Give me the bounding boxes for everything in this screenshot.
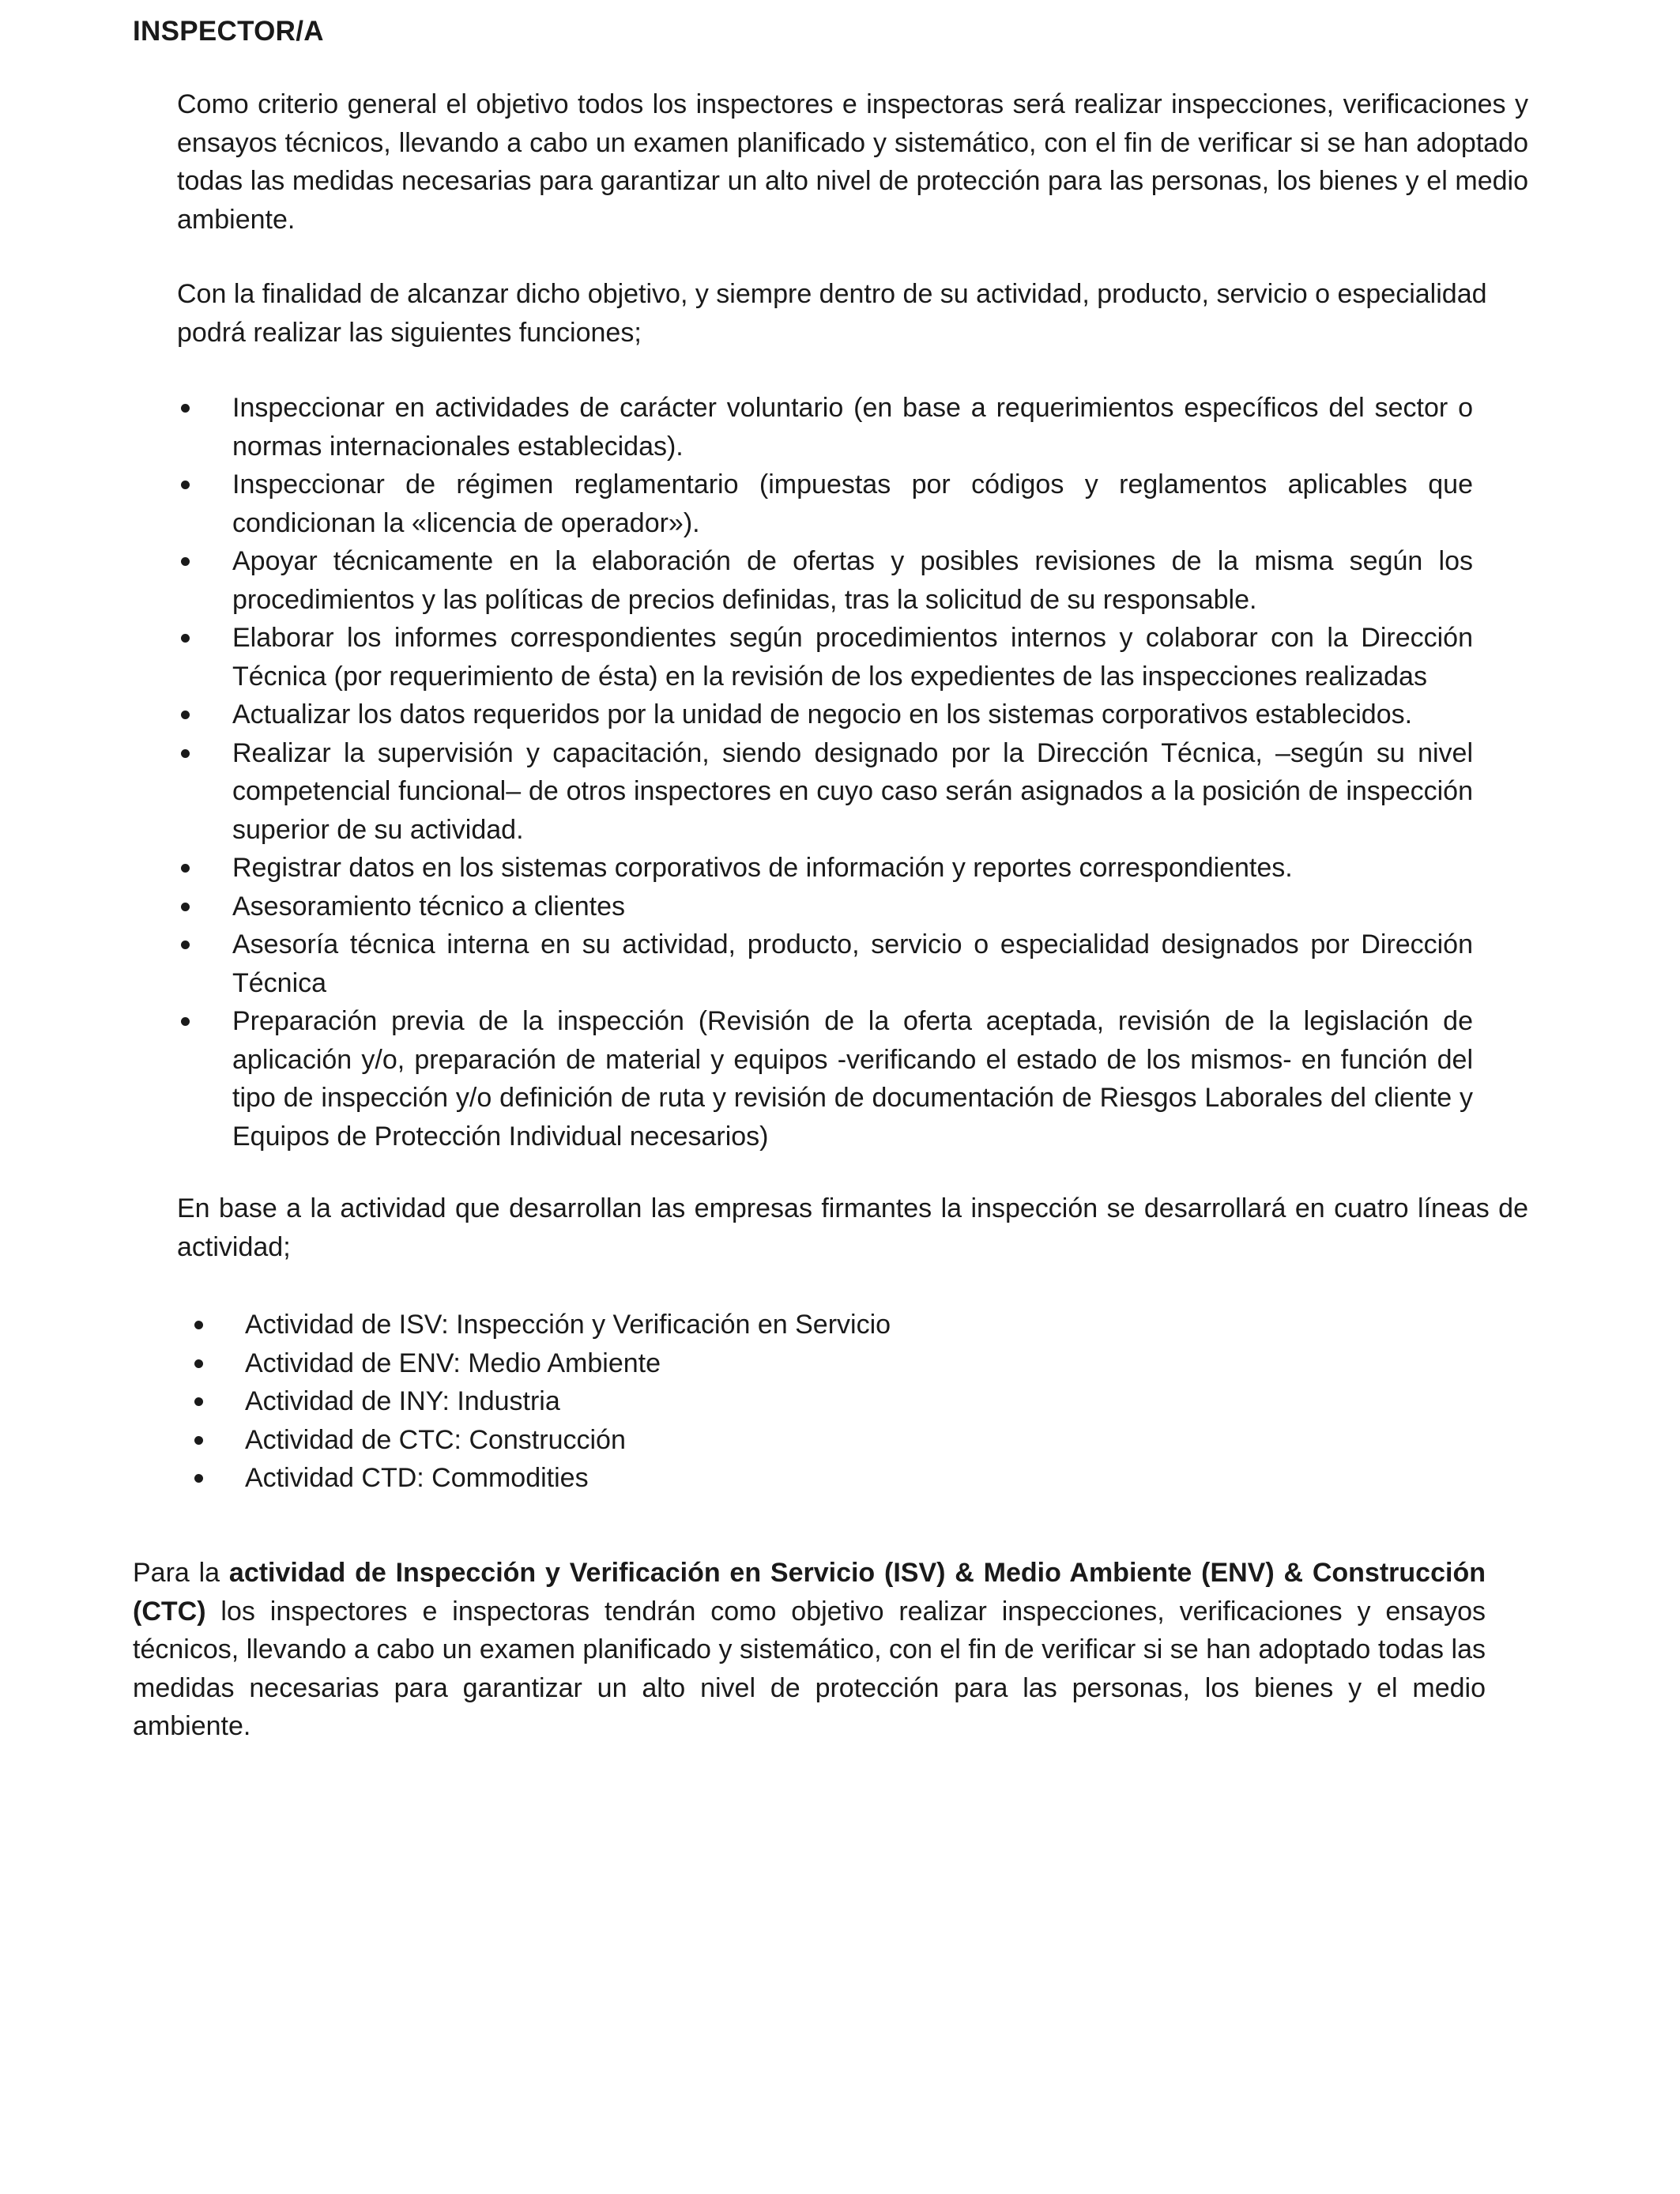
activity-item: Actividad de CTC: Construcción	[177, 1421, 1125, 1460]
page-title: INSPECTOR/A	[133, 16, 324, 47]
activity-item: Actividad de INY: Industria	[177, 1382, 1125, 1421]
function-item: Inspeccionar de régimen reglamentario (impuestas por códigos y reglamentos aplicables que condicionan la «licencia de operador»).	[177, 466, 1473, 542]
functions-intro-paragraph: Con la finalidad de alcanzar dicho objetivo, y siempre dentro de su actividad, producto, servicio o especialidad podrá realizar las siguientes funciones;	[177, 279, 1487, 348]
function-item: Realizar la supervisión y capacitación, siendo designado por la Dirección Técnica, –según su nivel competencial funcional– de otros inspectores en cuyo caso serán asignados a la posición de inspección superior de su actividad.	[177, 734, 1473, 850]
function-item: Apoyar técnicamente en la elaboración de ofertas y posibles revisiones de la misma según los procedimientos y las políticas de precios definidas, tras la solicitud de su responsable.	[177, 542, 1473, 619]
final-paragraph-lead: Para la	[133, 1558, 229, 1588]
function-item: Asesoría técnica interna en su actividad, producto, servicio o especialidad designados por Dirección Técnica	[177, 925, 1473, 1002]
function-item: Preparación previa de la inspección (Revisión de la oferta aceptada, revisión de la legislación de aplicación y/o, preparación de material y equipos -verificando el estado de los mismos- en función del tipo de inspección y/o definición de ruta y revisión de documentación de Riesgos Laborales del cliente y Equipos de Protección Individual necesarios)	[177, 1002, 1473, 1155]
function-item: Elaborar los informes correspondientes según procedimientos internos y colaborar con la Dirección Técnica (por requerimiento de ésta) en la revisión de los expedientes de las inspecciones realizadas	[177, 619, 1473, 696]
activity-item: Actividad CTD: Commodities	[177, 1459, 1125, 1498]
function-item: Inspeccionar en actividades de carácter voluntario (en base a requerimientos específicos del sector o normas internacionales establecidas).	[177, 389, 1473, 466]
final-paragraph	[133, 1554, 1486, 1746]
final-paragraph-rest: los inspectores e inspectoras tendrán como objetivo realizar inspecciones, verificaciones y ensayos técnicos, llevando a cabo un examen planificado y sistemático, con el fin de verificar si se han adoptado todas las medidas necesarias para garantizar un alto nivel de protección para las personas, los bienes y el medio ambiente.	[133, 1596, 1486, 1741]
intro-paragraph: Como criterio general el objetivo todos los inspectores e inspectoras será realizar inspecciones, verificaciones y ensayos técnicos, llevando a cabo un examen planificado y sistemático, con el fin de verificar si se han adoptado todas las medidas necesarias para garantizar un alto nivel de protección para las personas, los bienes y el medio ambiente.	[177, 89, 1528, 235]
functions-list	[177, 389, 1473, 1155]
activity-item: Actividad de ENV: Medio Ambiente	[177, 1344, 1125, 1383]
activity-item: Actividad de ISV: Inspección y Verificación en Servicio	[177, 1306, 1125, 1344]
function-item: Asesoramiento técnico a clientes	[177, 888, 1473, 926]
function-item: Actualizar los datos requeridos por la unidad de negocio en los sistemas corporativos establecidos.	[177, 696, 1473, 734]
activities-intro-paragraph: En base a la actividad que desarrollan las empresas firmantes la inspección se desarrollará en cuatro líneas de actividad;	[177, 1193, 1528, 1262]
final-paragraph-bold: actividad de Inspección y Verificación en Servicio (ISV) & Medio Ambiente (ENV) & Construcción (CTC)	[133, 1558, 1486, 1627]
activities-list	[177, 1306, 1125, 1498]
function-item: Registrar datos en los sistemas corporativos de información y reportes correspondientes.	[177, 849, 1473, 888]
